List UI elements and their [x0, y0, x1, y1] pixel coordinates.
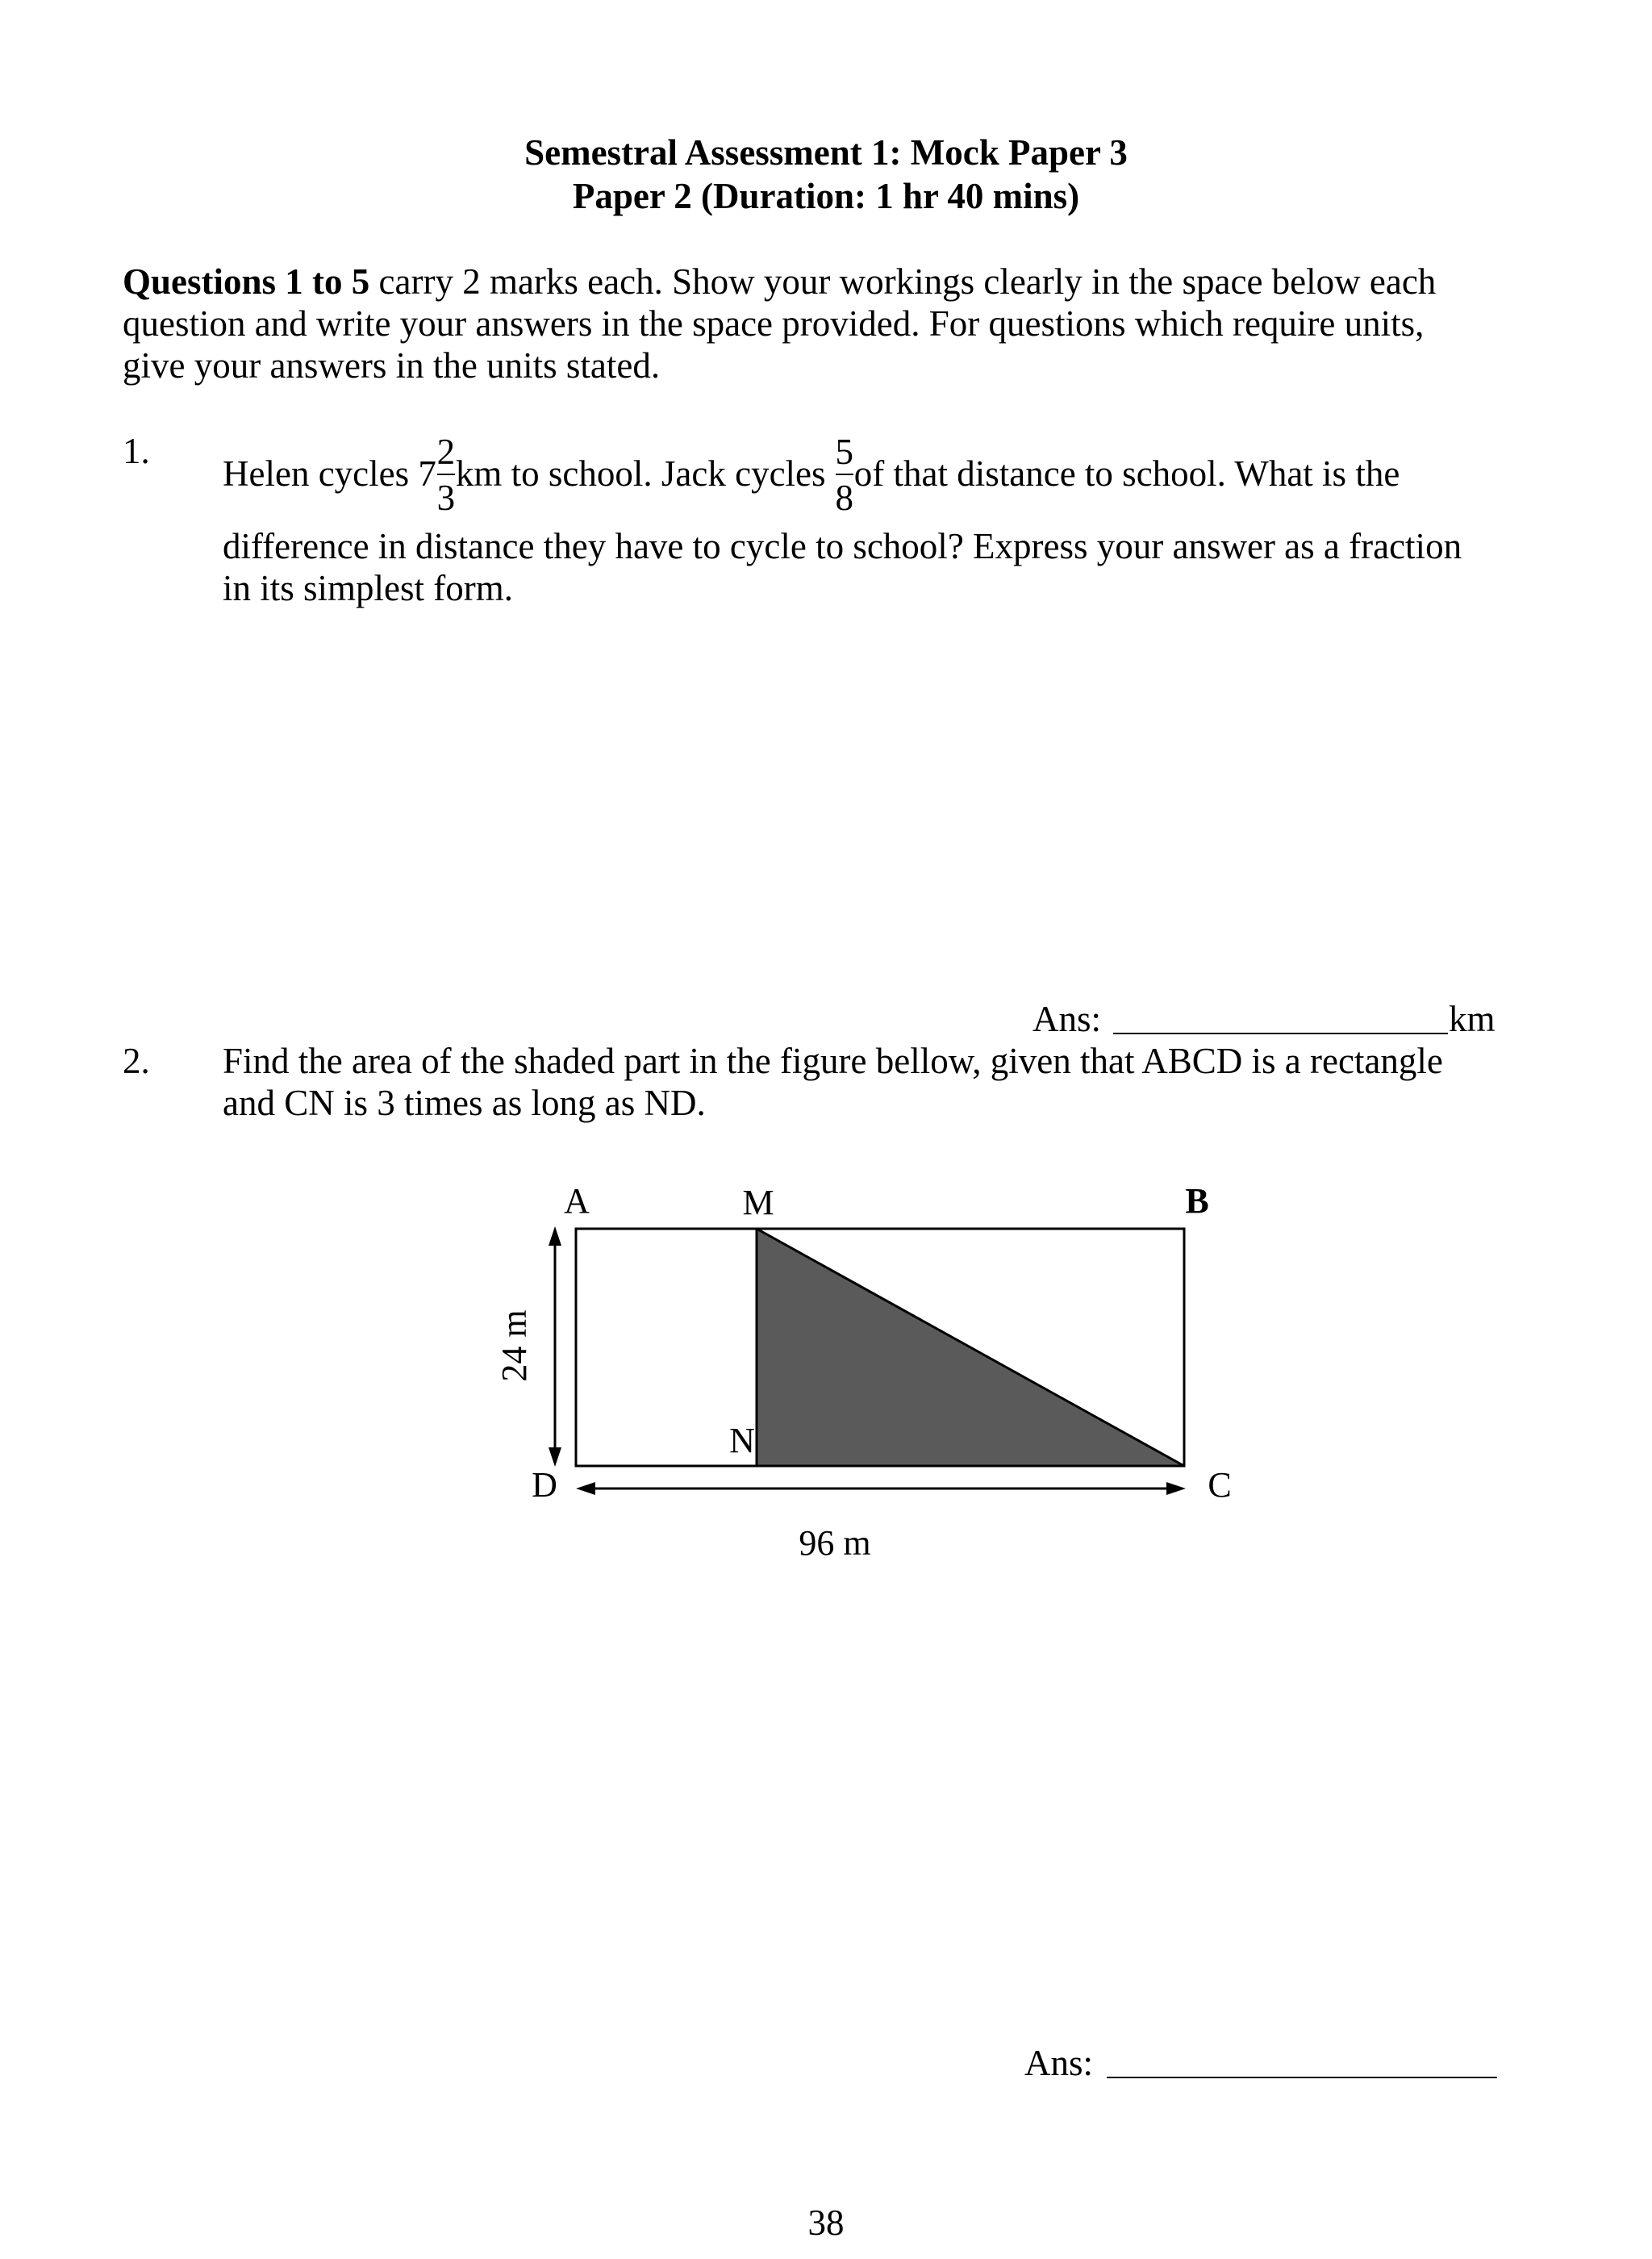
q1-text-seg-1: Helen cycles: [223, 453, 410, 494]
label-c: C: [1208, 1465, 1232, 1505]
q1-line-2: difference in distance they have to cycle to school? Express your answer as a fraction: [223, 526, 1462, 566]
label-m: M: [742, 1183, 774, 1222]
page-number: 38: [807, 2203, 845, 2243]
q2-answer-label: Ans:: [1024, 2043, 1094, 2083]
arrow-left-icon: [576, 1482, 595, 1495]
arrow-right-icon: [1166, 1482, 1186, 1495]
label-d: D: [532, 1465, 557, 1505]
q1-whole-number: 7: [418, 453, 436, 494]
label-b: B: [1185, 1181, 1209, 1221]
arrow-down-icon: [549, 1447, 561, 1467]
q2-line-2: and CN is 3 times as long as ND.: [223, 1083, 706, 1123]
width-label: 96 m: [799, 1523, 871, 1563]
paper-subtitle: Paper 2 (Duration: 1 hr 40 mins): [572, 176, 1080, 216]
paper-title: Semestral Assessment 1: Mock Paper 3: [524, 132, 1128, 173]
instructions-line-1-rest: carry 2 marks each. Show your workings clearly in the space below each: [369, 261, 1437, 302]
q1-fraction-2-numerator: 5: [835, 432, 854, 472]
instructions-line-2: question and write your answers in the space provided. For questions which require units,: [123, 303, 1425, 344]
height-label: 24 m: [494, 1309, 534, 1382]
label-n: N: [729, 1421, 755, 1460]
instructions-bold-lead: Questions 1 to 5: [123, 261, 370, 302]
q2-number: 2.: [123, 1041, 150, 1081]
q2-answer-line[interactable]: [1107, 2077, 1497, 2078]
q1-text-seg-2: km to school. Jack cycles: [455, 453, 826, 494]
q1-fraction-2-denominator: 8: [835, 478, 854, 518]
q1-fraction-1-denominator: 3: [436, 478, 456, 518]
arrow-up-icon: [549, 1226, 561, 1246]
q1-fraction-1-numerator: 2: [436, 432, 456, 472]
q1-answer-unit: km: [1449, 999, 1496, 1039]
q1-text-seg-3: of that distance to school. What is the: [853, 453, 1400, 494]
q1-line-3: in its simplest form.: [223, 568, 513, 608]
label-a: A: [564, 1181, 590, 1221]
q1-answer-label: Ans:: [1032, 999, 1102, 1039]
q1-number: 1.: [123, 431, 150, 471]
instructions-line-3: give your answers in the units stated.: [123, 345, 661, 386]
q2-line-1: Find the area of the shaded part in the figure bellow, given that ABCD is a rectangle: [223, 1041, 1443, 1081]
